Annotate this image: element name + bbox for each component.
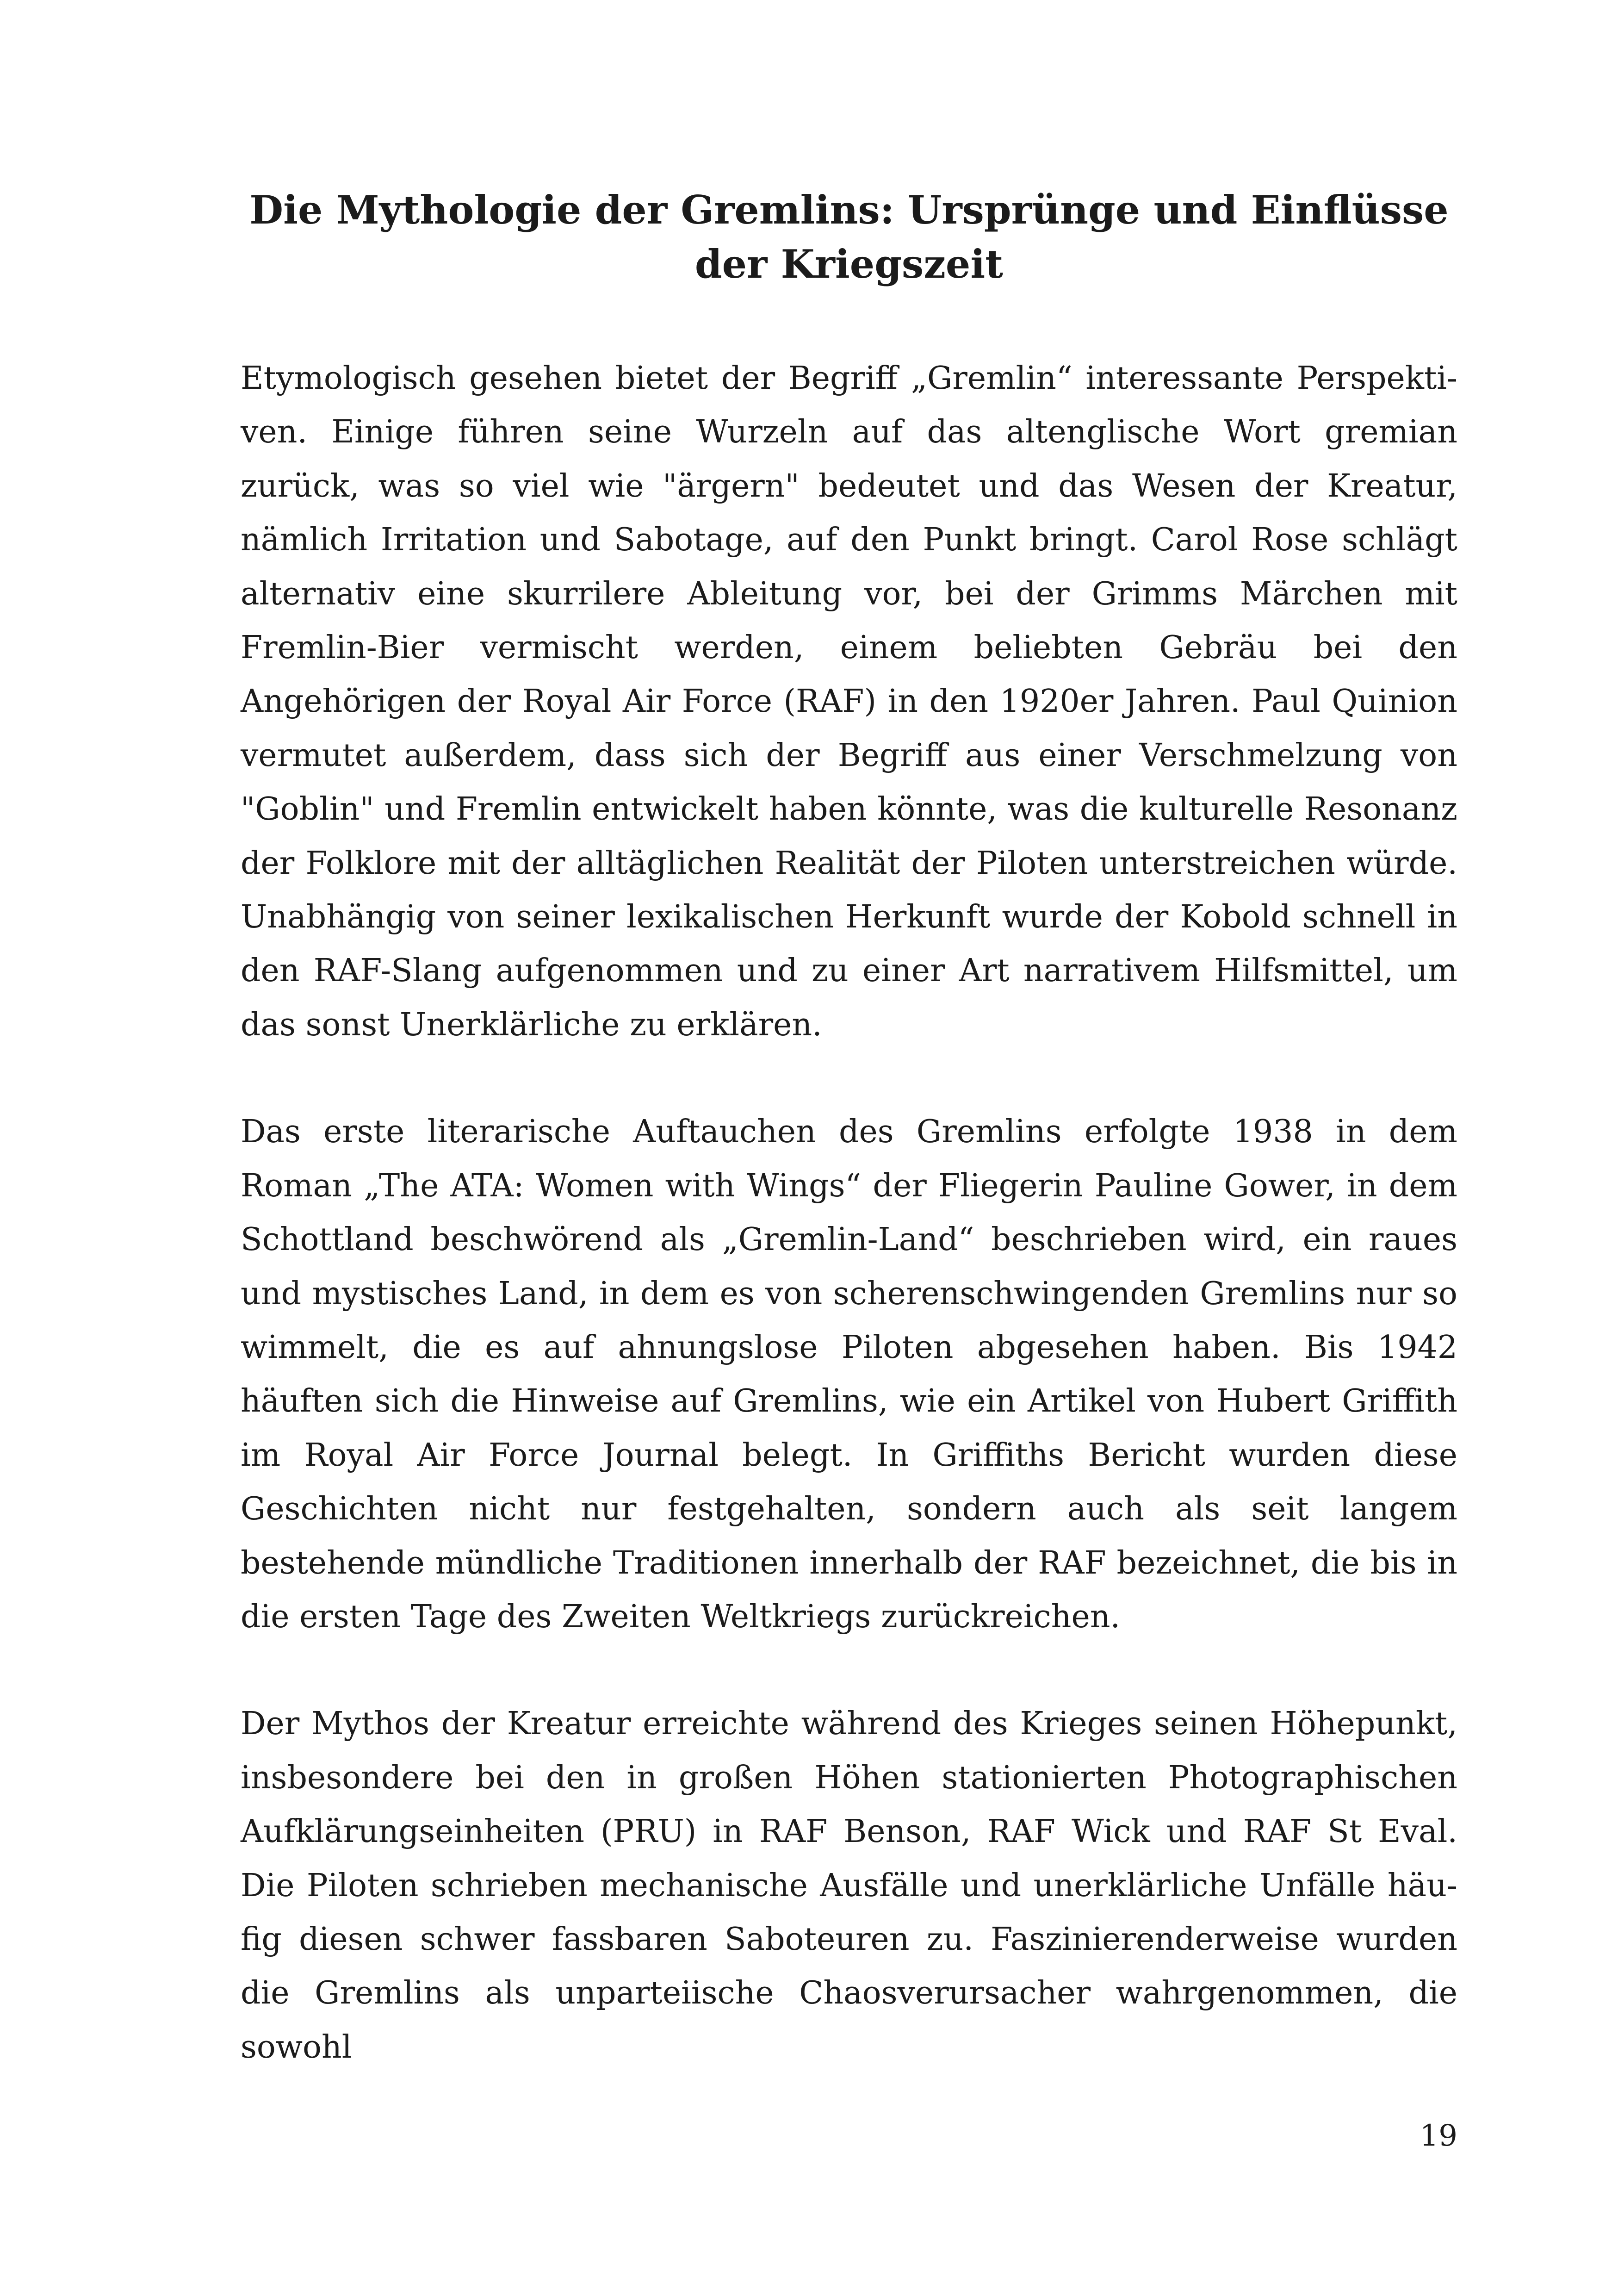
paragraph-wartime-myth: Der Mythos der Kreatur erreichte während des Krieges seinen Höhepunkt, insbesondere bei den in großen Höhen stationierten Photographischen Aufklärungseinheiten (PRU) in RAF Benson, RAF Wick und RAF St Eval. Die Piloten schrieben mechanische Ausfälle und unerklärliche Unfälle häufig diesen schwer fassbaren Saboteuren zu. Faszinierenderweise wurden die Gremlins als unparteiische Chaosverursacher wahrgenommen, die sowohl <box>241 1705 1457 2066</box>
page-number: 19 <box>1420 2119 1457 2153</box>
body-text <box>241 352 1457 2128</box>
chapter-title: Die Mythologie der Gremlins: Ursprünge und Einflüsse der Kriegszeit <box>249 187 1449 287</box>
paragraph-etymology: Etymologisch gesehen bietet der Begriff „Gremlin“ interessante Perspektiven. Einige führen seine Wurzeln auf das altenglische Wort gremian zurück, was so viel wie "ärgern" bedeutet und das Wesen der Kreatur, nämlich Irritation und Sabotage, auf den Punkt bringt. Carol Rose schlägt alternativ eine skurrilere Ableitung vor, bei der Grimms Märchen mit Fremlin-Bier vermischt werden, einem beliebten Gebräu bei den Angehörigen der Royal Air Force (RAF) in den 1920er Jahren. Paul Quinion vermutet außerdem, dass sich der Begriff aus einer Verschmelzung von "Goblin" und Fremlin entwickelt haben könnte, was die kulturelle Resonanz der Folklore mit der alltäglichen Realität der Piloten unterstreichen würde. Unabhängig von seiner lexikalischen Herkunft wurde der Kobold schnell in den RAF-Slang aufgenommen und zu einer Art narrativem Hilfsmittel, um das sonst Unerklärliche zu erklären. <box>241 360 1457 1043</box>
paragraph-literary-appearance: Das erste literarische Auftauchen des Gremlins erfolgte 1938 in dem Roman „The ATA: Women with Wings“ der Fliegerin Pauline Gower, in dem Schottland beschwörend als „Gremlin-Land“ beschrieben wird, ein raues und mystisches Land, in dem es von scherenschwingenden Gremlins nur so wimmelt, die es auf ahnungslose Piloten abgesehen haben. Bis 1942 häuften sich die Hinweise auf Gremlins, wie ein Artikel von Hubert Griffith im Royal Air Force Journal belegt. In Griffiths Bericht wurden diese Geschichten nicht nur festgehalten, sondern auch als seit langem bestehende mündliche Traditionen innerhalb der RAF bezeichnet, die bis in die ersten Tage des Zweiten Weltkriegs zurückreichen. <box>241 1114 1457 1635</box>
